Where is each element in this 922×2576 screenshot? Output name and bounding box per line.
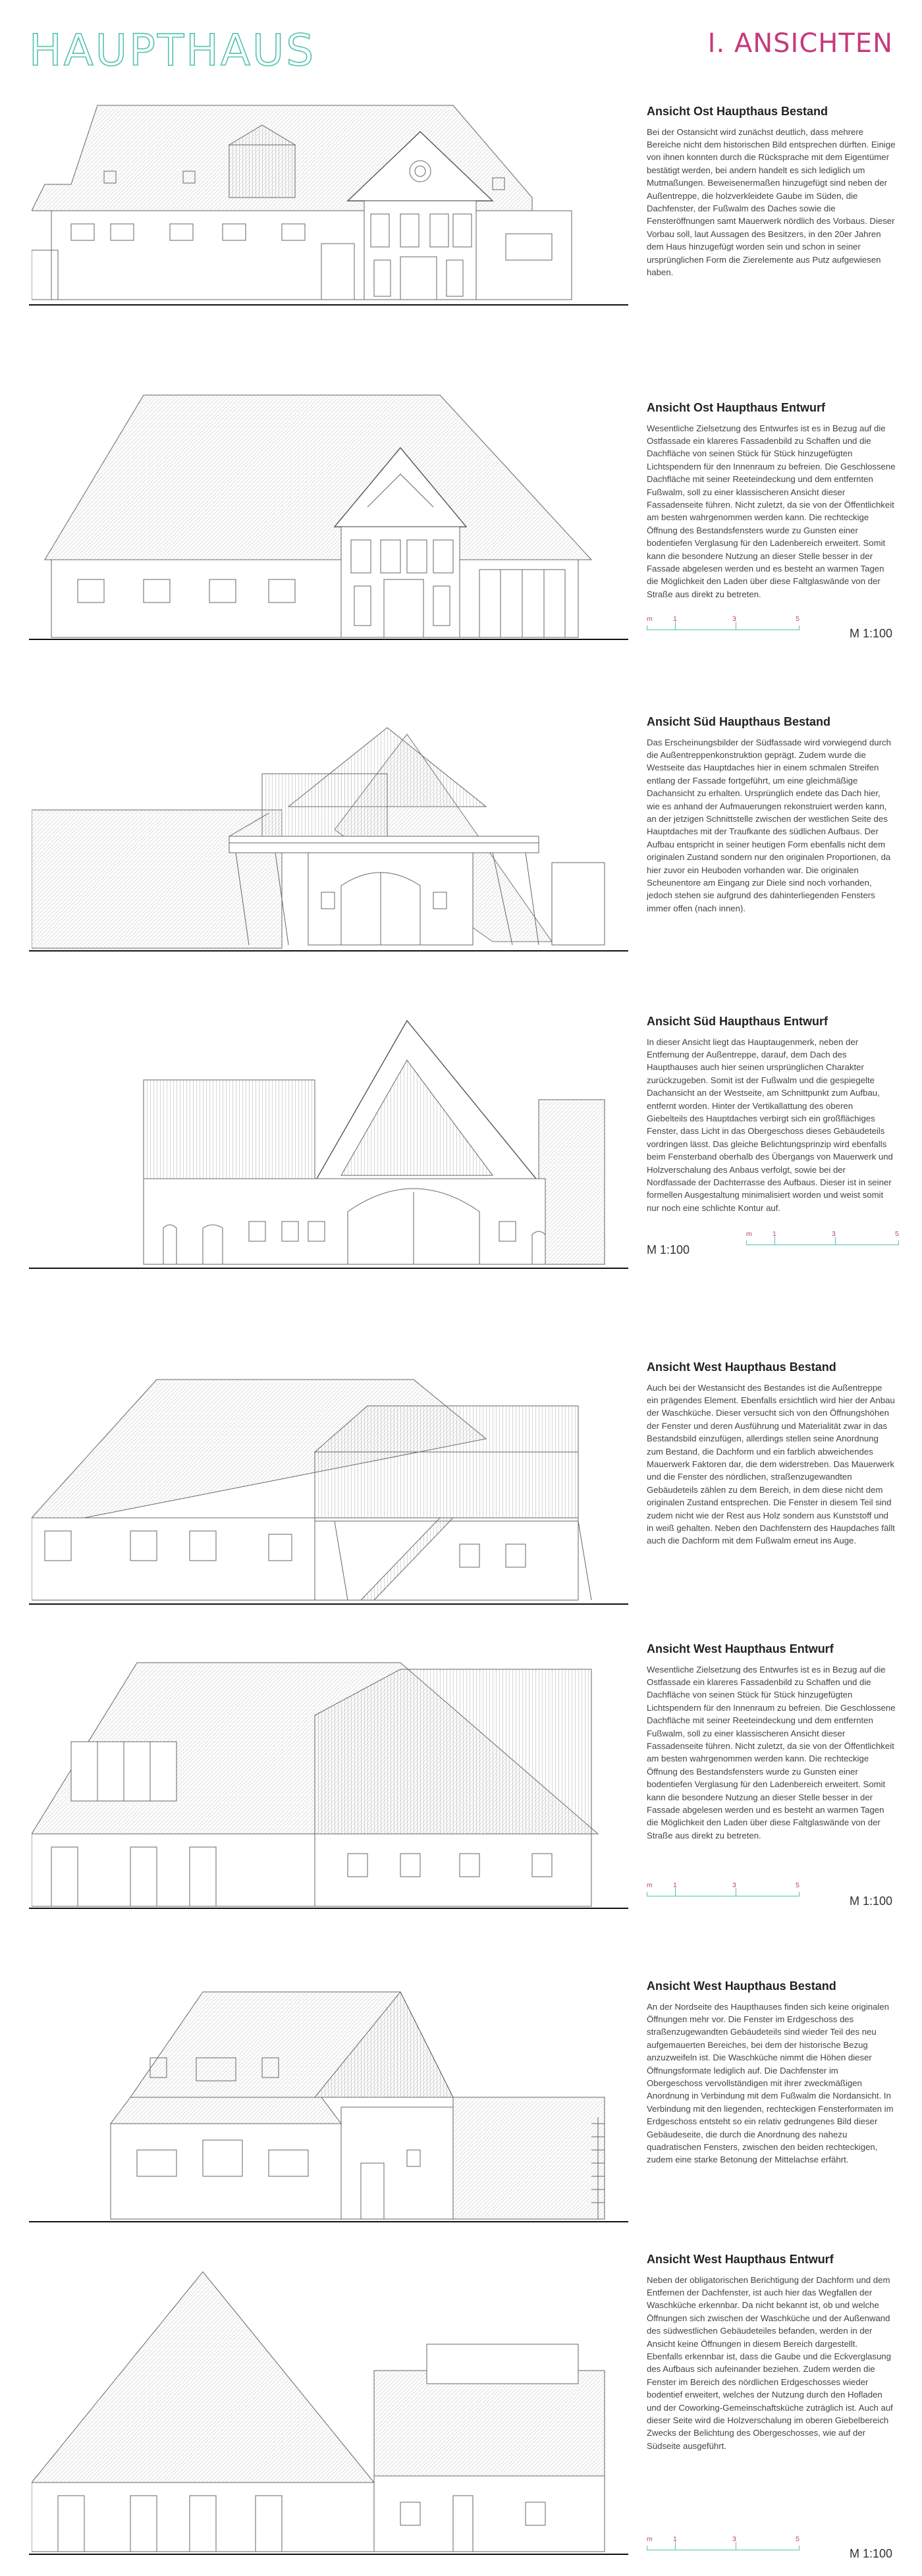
panel-title: Ansicht Süd Haupthaus Entwurf [647, 1015, 828, 1028]
ground-line [29, 304, 628, 306]
ground-line [29, 2554, 628, 2555]
ground-line [29, 1268, 628, 1269]
section-title: I. ANSICHTEN [707, 28, 893, 59]
panel-text-column [647, 1642, 896, 1842]
scale-label: M 1:100 [647, 1243, 690, 1256]
elevation-nord-bestand [32, 1966, 624, 2229]
ground-line [29, 1908, 628, 1909]
ground-line [29, 1603, 628, 1605]
scale-label: M 1:100 [850, 627, 893, 640]
panel-description: Bei der Ostansicht wird zunächst deutlich, dass mehrere Bereiche nicht dem historischen Bild entsprechen dürften. Einige von ihnen konnten durch die Rücksprache mit dem Eigentümer bestätigt werden, bei andern handelt es sich lediglich um Mutmaßungen. Beweisenermaßen hinzugefügt sind neben der Außentreppe, die holzverkleidete Gaube im Süden, die Dachfenster, der Fußwalm des Daches sowie die Fensteröffnungen samt Mauerwerk nördlich des Vorbaus. Dieser Vorbau soll, laut Aussagen des Besitzers, in den 20er Jahren dem Haus hinzugefügt worden sein und schon in seiner ursprünglichen Form die Zierelemente aus Putz aufgewiesen haben. [647, 126, 896, 277]
panel-title: Ansicht Ost Haupthaus Entwurf [647, 401, 826, 414]
panel-title: Ansicht West Haupthaus Entwurf [647, 1642, 834, 1655]
panel-description: An der Nordseite des Haupthauses finden sich keine originalen Öffnungen mehr vor. Die Fenster im Erdgeschoss des straßenzugewandten Gebäudeteils sind wieder Teil des neu aufgemauerten Bereiches, bei dem der historische Bezug anzuzweifeln ist. Die Waschküche nimmt die Höhen dieser Öffnungsformate lediglich auf. Die Dachfenster im Obergeschoss vervollständigen mit ihrer zweckmäßigen Anordnung in Verbindung mit dem Fußwalm die Nordansicht. In Verbindung mit den liegenden, rechteckigen Fensterformaten im Erdgeschoss entsteht so ein relativ gedrungenes Bild dieser Gebäudeseite, die durch die Anordnung des nahezu quadratischen Fensters, zwischen den beiden rechteckigen, zudem eine starke Betonung der Mittelachse erfährt. [647, 2001, 894, 2165]
elevation-sued-bestand [32, 708, 624, 958]
page-title: HAUPTHAUS [29, 25, 316, 76]
panel-description: Wesentliche Zielsetzung des Entwurfes ist es in Bezug auf die Ostfassade ein klareres Fassadenbild zu Schaffen und die Dachfläche von seinen Stück für Stück hinzugefügten Lichtspendern für den Innenraum zu befreien. Die Geschlossene Dachfläche mit seiner Reeteindeckung und dem entfernten Fußwalm, soll zu einer klassischeren Ansicht dieser Fassadenseite führen. Nicht zuletzt, da sie von der Öffentlichkeit am besten wahrgenommen werden kann. Die rechteckige Öffnung des Bestandsfensters wurde zu Gunsten einer bodentiefen Verglasung für den Ladenbereich erweitert. Somit kann die besondere Nutzung an dieser Stelle besser in der Fassade abgelesen werden und es besteht an warmen Tagen die Möglichkeit den Laden über diese Faltglaswände von der Straße aus direkt zu betreten. [647, 1664, 896, 1840]
ground-line [29, 639, 628, 640]
panel-text-column [647, 104, 896, 279]
panel-text-column [647, 1979, 896, 2166]
elevation-nord-entwurf [32, 2245, 624, 2562]
elevation-ost-bestand [32, 92, 624, 309]
panel-description: Auch bei der Westansicht des Bestandes ist die Außentreppe ein prägendes Element. Ebenfalls ersichtlich wird hier der Anbau der Waschküche. Dieser versucht sich von den Öffnungshöhen der Fenster und deren Ausführung und Materialität zwar in das Bestandsbild einzufügen, allerdings stellen seine Anordnung zum Bestand, die Dachform und ein farblich abweichendes Mauerwerk Faktoren dar, die dem widerstreben. Das Mauerwerk und die Fenster des nördlichen, straßenzugewandten Gebäudeteils zählen zu dem Bereich, in dem diese nicht dem originalen Zustand entsprechen. Die Fenster in diesem Teil sind zudem nicht wie der Rest aus Holz sondern aus Kunststoff und in weiß gehalten. Neben den Dachfenstern des Haupdaches fällt auch die Dachform mit dem Fußwalm erneut ins Auge. [647, 1382, 895, 1546]
elevation-sued-entwurf [32, 994, 624, 1277]
panel-title: Ansicht West Haupthaus Bestand [647, 1979, 836, 1993]
panel-text-column [647, 2252, 896, 2452]
panel-description: In dieser Ansicht liegt das Hauptaugenmerk, neben der Entfernung der Außentreppe, darauf, dem Dach des Haupthauses auch hier seinen ursprünglichen Charakter zurückzugeben. Somit ist der Fußwalm und die gespiegelte Dachansicht an der Westseite, am Schnittpunkt zum Aufbau, entfernt worden. Hinter der Vertikallattung des oberen Giebelteils des Hauptdaches verbirgt sich ein großflächiges Fenster, dass Licht in das Obergeschoss dieses Gebäudeteils vordringen lässt. Das gleiche Belichtungsprinzip wird ebenfalls beim Fensterband oberhalb des Übergangs von Mauerwerk und Holzverschalung des Anbaus verfolgt, sowie bei der Nordfassade der Dachterrasse des Aufbaus. Dieser ist in seiner formellen Ausgestaltung minimalisiert worden und weist somit nur noch eine schlichte Kontur auf. [647, 1036, 893, 1213]
panel-text-column [647, 1360, 896, 1547]
ground-line [29, 2221, 628, 2222]
panel-title: Ansicht Ost Haupthaus Bestand [647, 105, 828, 118]
panel-text-column [647, 1014, 896, 1214]
panel-description: Das Erscheinungsbilder der Südfassade wird vorwiegend durch die Außentreppenkonstruktion geprägt. Zudem wurde die Westseite das Hauptdaches hier in einem schmalen Streifen entlang der Fassade fortgeführt, um eine gleichmäßige Dachansicht zu erhalten. Ursprünglich endete das Dach hier, wie es anhand der Aufmauerungen rekonstruiert werden kann, an der jetzigen Schnittstelle zwischen der westlichen Seite des Hauptdaches mit der Traufkante des südlichen Aufbaus. Der Aufbau entspricht in seiner heutigen Form ebenfalls nicht dem originalen Zustand sondern nur den originalen Proportionen, da hier zuvor ein Heuboden vorhanden war. Die originalen Scheunentore am Eingang zur Diele sind noch vorhanden, jedoch stehen sie aufgrund des dahinterliegenden Fensters immer offen (nach innen). [647, 737, 891, 913]
scale-label: M 1:100 [850, 1894, 893, 1908]
panel-description: Neben der obligatorischen Berichtigung der Dachform und dem Entfernen der Dachfenster, ist auch hier das Wegfallen der Waschküche erkennbar. Da nicht bekannt ist, ob und welche Öffnungen sich zwischen der Waschküche und der Außenwand des südwestlichen Gebäudeteiles befanden, werden in der Ansicht keine Öffnungen in diesem Bereich dargestellt. Ebenfalls erkennbar ist, dass die Gaube und die Eckverglasung des Aufbaus sich aufeinander beziehen. Zudem werden die Fenster im Bereich des nördlichen Erdgeschosses wieder bodentief erweitert, welches der Nutzung durch den Hofladen und der Coworking-Gemeinschaftsküche zuträglich ist. Auch auf dieser Seite wird die Holzverschalung im oberen Giebelbereich Zwecks der Belichtung des Obergeschosses, wie auf der Südseite ausgeführt. [647, 2274, 893, 2451]
panel-title: Ansicht West Haupthaus Bestand [647, 1360, 836, 1374]
elevation-west-entwurf [32, 1636, 624, 1919]
elevation-west-bestand [32, 1353, 624, 1610]
panel-title: Ansicht Süd Haupthaus Bestand [647, 715, 831, 728]
scale-label: M 1:100 [850, 2547, 893, 2560]
elevation-ost-entwurf [32, 369, 624, 645]
panel-text-column [647, 714, 896, 915]
ground-line [29, 950, 628, 952]
panel-title: Ansicht West Haupthaus Entwurf [647, 2253, 834, 2266]
panel-text-column [647, 400, 896, 601]
panel-description: Wesentliche Zielsetzung des Entwurfes ist es in Bezug auf die Ostfassade ein klareres Fassadenbild zu Schaffen und die Dachfläche von seinen Stück für Stück hinzugefügten Lichtspendern für den Innenraum zu befreien. Die Geschlossene Dachfläche mit seiner Reeteindeckung und dem entfernten Fußwalm, soll zu einer klassischeren Ansicht dieser Fassadenseite führen. Nicht zuletzt, da sie von der Öffentlichkeit am besten wahrgenommen werden kann. Die rechteckige Öffnung des Bestandsfensters wurde zu Gunsten einer bodentiefen Verglasung für den Ladenbereich erweitert. Somit kann die besondere Nutzung an dieser Stelle besser in der Fassade abgelesen werden und es besteht an warmen Tagen die Möglichkeit den Laden über diese Faltglaswände von der Straße aus direkt zu betreten. [647, 423, 896, 599]
